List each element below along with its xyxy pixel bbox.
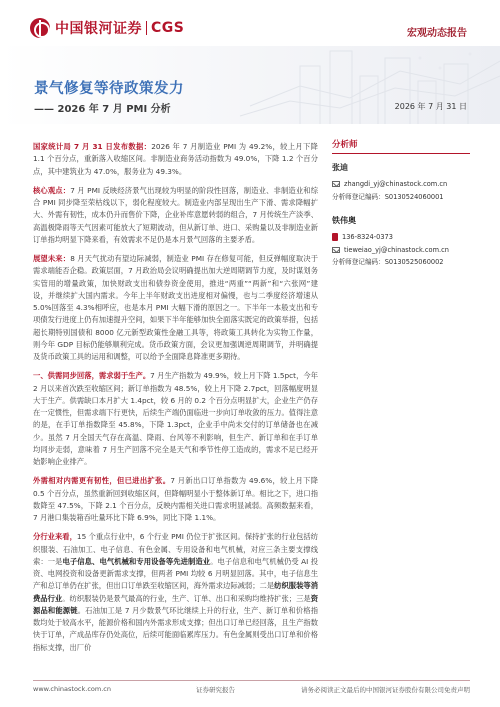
paragraph-external-demand <box>33 475 318 524</box>
analyst-cert: 分析师登记编码：S0130525060002 <box>332 258 444 267</box>
paragraph-supply-demand <box>33 370 318 468</box>
logo-divider <box>146 21 147 35</box>
emphasis-text: 资源品和能源链 <box>33 593 318 615</box>
mail-icon <box>332 181 340 187</box>
logo-en-text: CGS <box>151 20 185 36</box>
analyst-sidebar <box>332 138 470 281</box>
paragraph-text: 2026 年 7 月制造业 PMI 为 49.2%，较上月下降 1.1 个百分点，重新落入收缩区间。非制造业商务活动指数为 49.0%，下降 1.2 个百分点，其中建筑业为 47.0%，服务业为 49.3%。 <box>33 142 318 176</box>
paragraph-text: 7 月 PMI 反映经济景气出现较为明显的阶段性回落，制造业、非制造业和综合 PMI 同步降至荣枯线以下，弱化程度较大。制造业内部呈现出生产下滑、需求降幅扩大、外需有韧性，成本仍升而售价下降，企业补库意愿转弱的组合，7 月传统生产淡季、高温极降雨等天气因素可能放大了短期波动，但从新订单、进口、采购量以及非制造业新订单指均明显下降来看，有效需求不足仍是本月景气回落的主要矛盾。 <box>33 185 318 244</box>
mail-icon <box>332 247 340 253</box>
paragraph-lead: 外需相对内需更有韧性，但已进出扩张。 <box>33 476 171 486</box>
report-body <box>33 141 318 661</box>
footer-divider <box>33 680 470 681</box>
paragraph-data-release <box>33 141 318 178</box>
report-date: 2026 年 7 月 31 日 <box>394 102 467 111</box>
phone-icon <box>332 233 338 241</box>
analyst-heading: 分析师 <box>332 138 470 154</box>
footer-website[interactable]: www.chinastock.com.cn <box>33 685 111 693</box>
analyst-card <box>332 162 470 203</box>
paragraph-lead: 展望未来： <box>33 254 71 263</box>
analyst-phone: 136-8324-0373 <box>342 233 393 242</box>
paragraph-lead: 国家统计局 7 月 31 日发布数据： <box>33 142 152 151</box>
paragraph-text: 7 月新出口订单指数为 49.6%，较上月下降 0.5 个百分点，虽然重新回到收缩区间，但降幅明显小于整体新订单。相比之下，进口指数降至 47.5%，下降 2.1 个百分点，反映内需相关进口需求明显减弱。高频数据来看，7 月港口集装箱吞吐量环比下降 6.9%，同比下降 1.1%。 <box>33 476 319 522</box>
analyst-email-row <box>332 178 470 191</box>
footer-center-label: 证券研究报告 <box>196 686 235 694</box>
analyst-name: 铁伟奥 <box>332 216 356 226</box>
analyst-email[interactable]: zhangdi_yj@chinastock.com.cn <box>344 180 448 188</box>
analyst-phone-row <box>332 231 470 244</box>
bank-logo-icon <box>30 18 50 38</box>
paragraph-core-view <box>33 185 318 246</box>
report-subtitle: —— 2026 年 7 月 PMI 分析 <box>34 104 171 115</box>
company-logo <box>30 18 184 38</box>
report-title: 景气修复等待政策发力 <box>34 81 184 97</box>
analyst-card <box>332 215 470 269</box>
paragraph-outlook <box>33 253 318 363</box>
paragraph-industries <box>33 531 318 654</box>
paragraph-lead: 一、供需同步回落，需求弱于生产。 <box>33 371 151 381</box>
footer-disclaimer: 请务必阅读正文最后的中国银河证券股份有限公司免责声明 <box>301 686 470 694</box>
analyst-email[interactable]: tieweiao_yj@chinastock.com.cn <box>344 245 449 254</box>
paragraph-text: 。石油加工是 7 月少数景气环比继续上升的行业，生产、新订单和价格指数均处于较高水平，能源价格和国内外需求形成支撑；但出口订单已经回落，且生产指数快于订单，产成品库存仍处高位，后续可能面临累库压力。有色金属则受出口订单和价格指标支撑，出厂价 <box>33 605 318 652</box>
emphasis-text: 电子信息、电气机械和专用设备等先进制造业 <box>62 556 211 566</box>
analyst-cert: 分析师登记编码：S0130524060001 <box>332 192 444 201</box>
paragraph-text: 8 月天气扰动有望边际减弱，制造业 PMI 存在修复可能，但反弹幅度取决于需求端能否企稳。政策层面，7 月政治局会议明确提出加大逆周期调节力度，及时谋划务实管用的增量政策，加快财政支出和债券资金使用，推进“两重”“两新”和“六张网”建设，并继续扩大国内需求。今年上半年财政支出进度相对偏慢，也与二季度经济增速从 5.0%回落至 4.3%相呼应，也是本月 PMI 大幅下滑的原因之一。下半年一本般支出和专项债发行进度上仍有加速提升空间，如果下半年能够加快全面落实既定的政策举措，包括超长期特别国债和 8000 亿元新型政策性金融工具等，将政策工具转化为实物工作量，则今年 GDP 目标仍能够顺利完成。货币政策方面，会议更加强调逆周期调节，并明确提及货币政策工具的运用和调整，可以给予全面降息降准更多期待。 <box>33 254 318 361</box>
paragraph-text: 7 月生产指数为 49.9%，较上月下降 1.5pct，今年 2 月以来首次跌至收缩区间；新订单指数为 48.5%，较上月下降 2.7pct，回落幅度明显大于生产。供需缺口本月扩大 1.4pct，较 6 月的 0.2 个百分点明显扩大，企业生产仍存在一定惯性，但需求端下行更快，后续生产端仍面临进一步向订单收敛的压力。值得注意的是，在手订单指数降至 45.8%，下降 1.3pct，企业手中尚未交付的订单储备也在减少。虽然 7 月全国天气存在高温、降雨、台风等不利影响，但生产、新订单和在手订单均同步走弱，意味着 7 月生产回落不完全是天气和季节性停工造成的，需求不足已经开始影响企业排产。 <box>33 371 319 466</box>
paragraph-lead: 核心观点： <box>33 185 71 195</box>
paragraph-text: 。纺织服装仍是景气最高的行业，生产、订单、出口和采购均维持扩张；三是 <box>62 593 311 603</box>
report-type-label: 宏观动态报告 <box>407 28 467 39</box>
analyst-name: 张迪 <box>332 163 348 172</box>
logo-cn-text: 中国银河证券 <box>55 21 142 37</box>
paragraph-text: 。电子信息和电气机械仍受 AI 投资、电网投资和设备更新需求支撑，但两者 PMI 均较 6 月明显回落。其中，电子信息生产和总订单仍在扩张，但出口订单跌至收缩区间，海外需求边际减弱；二是 <box>33 556 318 591</box>
paragraph-text: 15 个重点行业中，6 个行业 PMI 仍位于扩张区间。保持扩张的行业包括纺织服装、石油加工、电子信息、有色金属、专用设备和电气机械，对应三条主要支撑线索：一是 <box>33 532 318 566</box>
emphasis-text: 纺织服装等消费品行业 <box>33 581 319 603</box>
analyst-email-row <box>332 244 470 257</box>
paragraph-lead: 分行业来看， <box>33 532 77 542</box>
